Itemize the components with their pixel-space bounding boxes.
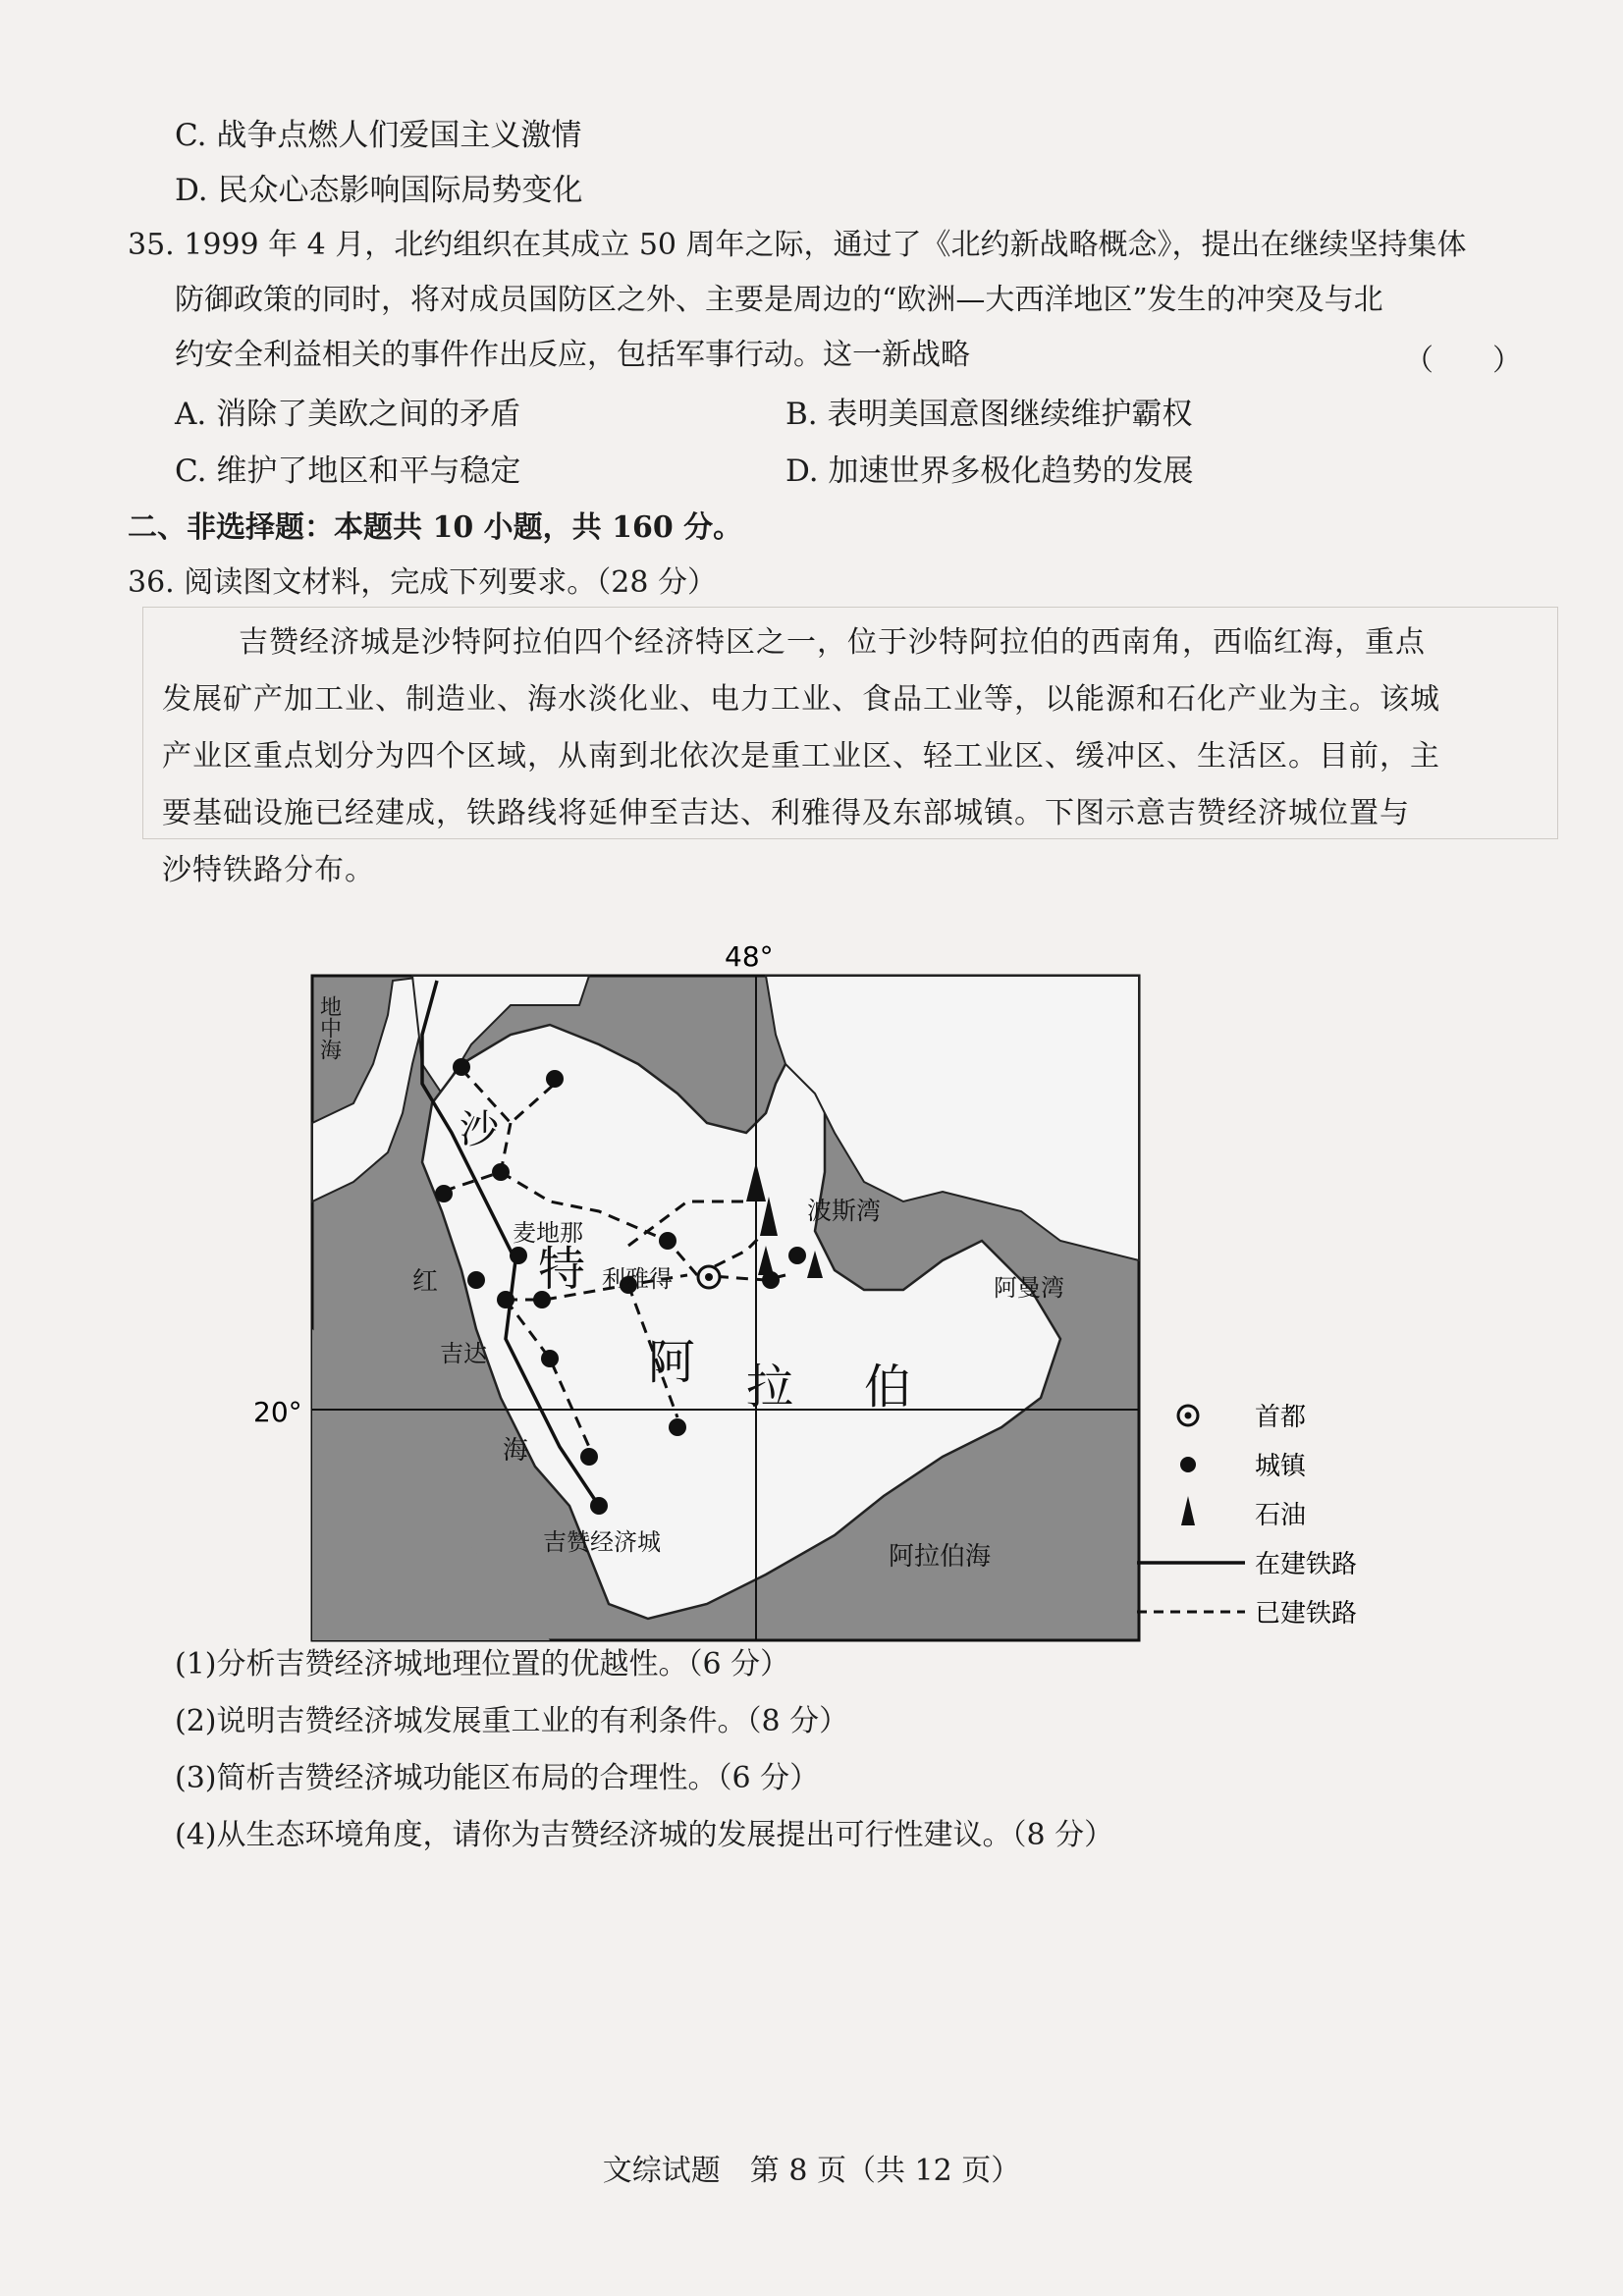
q35-option-d: D. 加速世界多极化趋势的发展	[785, 454, 1194, 489]
jizan-label: 吉赞经济城	[543, 1528, 661, 1556]
town-icon	[669, 1418, 686, 1436]
town-icon	[546, 1070, 564, 1088]
q35-stem-line-3: 约安全利益相关的事件作出反应，包括军事行动。这一新战略	[175, 338, 970, 372]
answer-bracket: （ ）	[1404, 344, 1522, 378]
town-icon	[492, 1163, 510, 1181]
legend-railway-construction: 在建铁路	[1255, 1550, 1358, 1579]
red-sea-label-2: 海	[503, 1436, 529, 1466]
town-icon	[580, 1448, 598, 1466]
legend-railway-built: 已建铁路	[1255, 1599, 1358, 1629]
saudi-railway-map	[253, 940, 1443, 1633]
q35-stem-line-2: 防御政策的同时，将对成员国防区之外、主要是周边的“欧洲—大西洋地区”发生的冲突及与北	[175, 283, 1383, 317]
gulf-of-oman-label: 阿曼湾	[994, 1274, 1064, 1302]
legend-town: 城镇	[1255, 1452, 1307, 1481]
passage-line-1: 吉赞经济城是沙特阿拉伯四个经济特区之一，位于沙特阿拉伯的西南角，西临红海，重点	[239, 625, 1426, 660]
country-label-a: 阿	[648, 1335, 696, 1390]
q36-stem: 36. 阅读图文材料，完成下列要求。（28 分）	[128, 565, 717, 600]
q35-option-b: B. 表明美国意图继续维护霸权	[785, 397, 1193, 432]
mediterranean-label: 地中海	[316, 995, 342, 1060]
legend-capital: 首都	[1255, 1403, 1307, 1432]
passage-line-3: 产业区重点划分为四个区域，从南到北依次是重工业区、轻工业区、缓冲区、生活区。目前，主	[162, 739, 1440, 774]
town-icon	[435, 1185, 453, 1202]
passage-line-4: 要基础设施已经建成，铁路线将延伸至吉达、利雅得及东部城镇。下图示意吉赞经济城位置与	[162, 796, 1410, 830]
q35-option-a: A. 消除了美欧之间的矛盾	[175, 397, 521, 432]
passage-line-2: 发展矿产加工业、制造业、海水淡化业、电力工业、食品工业等，以能源和石化产业为主。该城	[162, 682, 1440, 717]
town-icon	[1180, 1457, 1196, 1472]
town-icon	[510, 1247, 527, 1264]
q36-question-4: (4)从生态环境角度，请你为吉赞经济城的发展提出可行性建议。（8 分）	[175, 1818, 1114, 1852]
legend-oil: 石油	[1255, 1501, 1307, 1530]
passage-line-5: 沙特铁路分布。	[162, 853, 375, 887]
riyadh-label: 利雅得	[602, 1265, 673, 1293]
q35-stem-line-1: 35. 1999 年 4 月，北约组织在其成立 50 周年之际，通过了《北约新战略概念》，提出在继续坚持集体	[128, 228, 1467, 262]
q36-question-2: (2)说明吉赞经济城发展重工业的有利条件。（8 分）	[175, 1704, 849, 1738]
q36-question-3: (3)简析吉赞经济城功能区布局的合理性。（6 分）	[175, 1761, 820, 1795]
town-icon	[541, 1350, 559, 1367]
town-icon	[453, 1058, 470, 1076]
q34-option-c: C. 战争点燃人们爱国主义激情	[175, 118, 582, 153]
section-heading: 二、非选择题：本题共 10 小题，共 160 分。	[128, 510, 743, 545]
q34-option-d: D. 民众心态影响国际局势变化	[175, 173, 583, 208]
capital-riyadh	[698, 1266, 720, 1288]
longitude-label: 48°	[725, 940, 774, 973]
country-label-te: 特	[538, 1242, 586, 1297]
arabian-sea-label: 阿拉伯海	[889, 1542, 992, 1572]
persian-gulf-label: 波斯湾	[807, 1197, 882, 1225]
latitude-label: 20°	[253, 1396, 302, 1428]
country-label-la: 拉	[746, 1360, 794, 1415]
oil-icon	[1181, 1496, 1195, 1525]
country-label-sha: 沙	[460, 1107, 499, 1152]
jeddah-label: 吉达	[440, 1340, 487, 1367]
map-legend	[1137, 1403, 1357, 1629]
q35-option-c: C. 维护了地区和平与稳定	[175, 454, 521, 489]
town-icon	[788, 1247, 806, 1264]
medina-label: 麦地那	[513, 1219, 583, 1247]
country-label-bo: 伯	[864, 1360, 912, 1415]
town-icon	[590, 1497, 608, 1515]
page-footer: 文综试题 第 8 页（共 12 页）	[602, 2154, 1021, 2188]
q36-question-1: (1)分析吉赞经济城地理位置的优越性。（6 分）	[175, 1647, 790, 1682]
town-icon	[467, 1271, 485, 1289]
town-icon	[659, 1232, 676, 1250]
red-sea-label-1: 红	[412, 1267, 439, 1297]
town-icon	[497, 1291, 514, 1308]
